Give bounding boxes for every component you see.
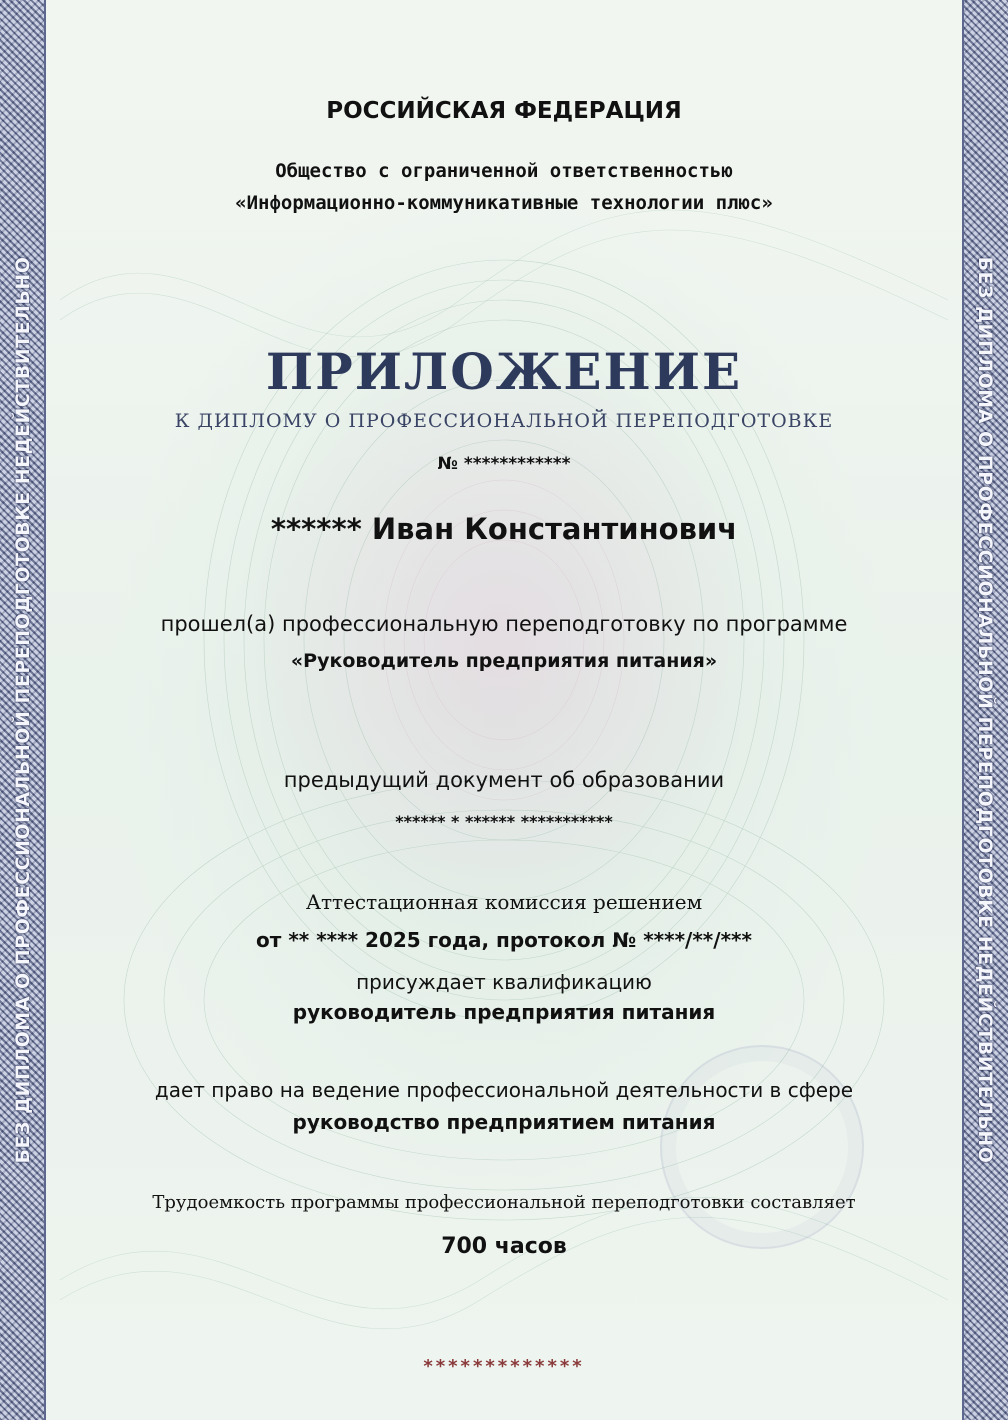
- program-name: «Руководитель предприятия питания»: [290, 650, 718, 672]
- protocol-text: от ** **** 2025 года, протокол № ****/**/***: [256, 928, 752, 952]
- holder-name: ****** Иван Константинович: [270, 512, 738, 546]
- document-title: ПРИЛОЖЕНИЕ: [265, 342, 743, 401]
- awards-qualification-text: присуждает квалификацию: [356, 970, 652, 994]
- organization-name: «Информационно-коммуникативные технологии плюс»: [235, 192, 773, 214]
- left-security-border: [0, 0, 46, 1420]
- professional-right-text: дает право на ведение профессиональной деятельности в сфере: [154, 1078, 854, 1102]
- faded-seal-stamp: [660, 1045, 864, 1249]
- professional-sphere: руководство предприятием питания: [292, 1110, 716, 1134]
- right-border-text: БЕЗ ДИПЛОМА О ПРОФЕССИОНАЛЬНОЙ ПЕРЕПОДГОТОВКЕ НЕДЕЙСТВИТЕЛЬНО: [974, 256, 996, 1164]
- qualification-name: руководитель предприятия питания: [292, 1000, 716, 1024]
- program-labor-text: Трудоемкость программы профессиональной переподготовки составляет: [152, 1192, 856, 1213]
- document-number: № ************: [437, 454, 571, 474]
- previous-document-label: предыдущий документ об образовании: [283, 768, 725, 792]
- footer-serial-mark: *************: [423, 1356, 585, 1377]
- left-border-text: БЕЗ ДИПЛОМА О ПРОФЕССИОНАЛЬНОЙ ПЕРЕПОДГОТОВКЕ НЕДЕЙСТВИТЕЛЬНО: [12, 256, 34, 1164]
- country-heading: РОССИЙСКАЯ ФЕДЕРАЦИЯ: [326, 98, 682, 124]
- previous-document-value: ****** * ****** ***********: [395, 812, 613, 831]
- commission-text: Аттестационная комиссия решением: [305, 890, 703, 914]
- passed-text: прошел(а) профессиональную переподготовку по программе: [160, 612, 848, 636]
- program-hours: 700 часов: [441, 1234, 567, 1259]
- organization-type: Общество с ограниченной ответственностью: [275, 160, 733, 182]
- right-security-border: [962, 0, 1008, 1420]
- document-subtitle: К ДИПЛОМУ О ПРОФЕССИОНАЛЬНОЙ ПЕРЕПОДГОТОВКЕ: [174, 410, 834, 432]
